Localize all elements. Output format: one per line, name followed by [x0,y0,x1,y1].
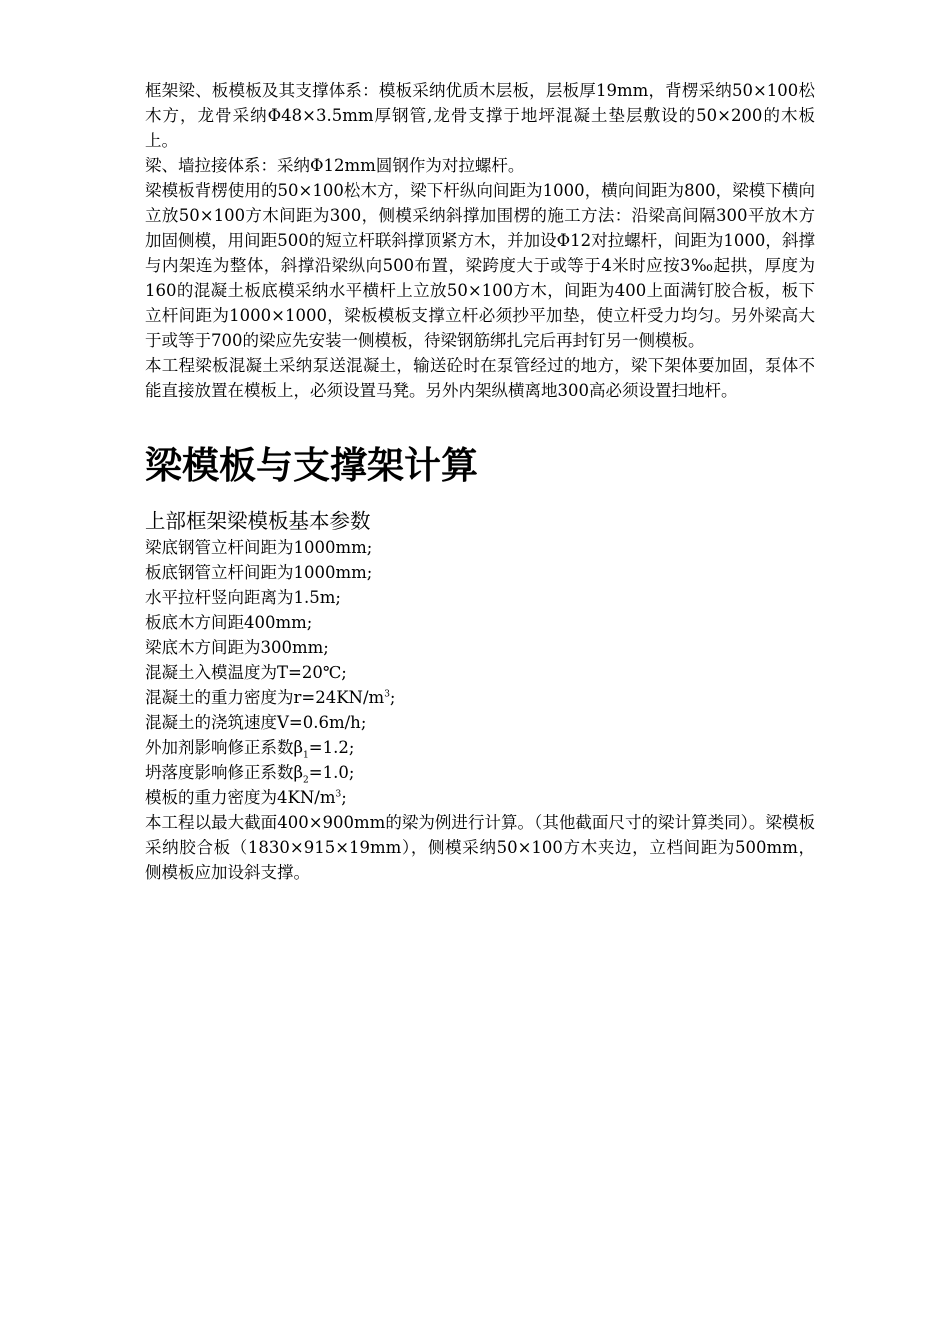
formwork-text: 模板的重力密度为4KN/m [145,788,336,807]
param-item: 混凝土的浇筑速度V=0.6m/h; [145,713,367,732]
document-page [145,78,815,885]
section-subheading: 上部框架梁模板基本参数 [145,509,371,533]
section-heading: 梁模板与支撑架计算 [145,444,478,487]
closing-paragraph: 本工程以最大截面400×900mm的梁为例进行计算。（其他截面尺寸的梁计算类同）。梁模板采纳胶合板（1830×915×19mm），侧模采纳50×100方木夹边，立档间距为500mm，侧模板应加设斜支撑。 [145,813,815,882]
param-item: 水平拉杆竖向距离为1.5m; [145,588,341,607]
param-item: 板底木方间距400mm; [145,613,313,632]
beta1-text: 外加剂影响修正系数β [145,738,304,757]
beta1-suffix: =1.2; [308,738,355,757]
param-item: 梁底钢管立杆间距为1000mm; [145,538,373,557]
beta1-subscript: 1 [303,750,309,761]
beta2-suffix: =1.0; [308,763,355,782]
beta2-text: 坍落度影响修正系数β [145,763,304,782]
param-item-formwork-density [145,785,815,810]
density-text: 混凝土的重力密度为r=24KN/m [145,688,385,707]
parameter-list [145,535,815,810]
param-item: 梁底木方间距为300mm; [145,638,329,657]
formwork-suffix: ; [341,788,347,807]
intro-paragraph-formwork: 框架梁、板模板及其支撑体系：模板采纳优质木层板，层板厚19mm，背楞采纳50×100松木方，龙骨采纳Φ48×3.5mm厚钢管,龙骨支撑于地坪混凝土垫层敷设的50×200的木板上。 [145,81,815,150]
density-exponent: 3 [384,689,390,700]
formwork-exponent: 3 [335,789,342,800]
param-item-beta2 [145,760,815,785]
density-suffix: ; [389,688,396,707]
beta2-subscript: 2 [303,775,309,786]
param-item-beta1 [145,735,815,760]
param-item: 板底钢管立杆间距为1000mm; [145,563,373,582]
intro-paragraph-tie-system: 梁、墙拉接体系：采纳Φ12mm圆钢作为对拉螺杆。 [145,156,525,175]
param-item: 混凝土入模温度为T=20℃; [145,663,347,682]
intro-paragraph-pumping: 本工程梁板混凝土采纳泵送混凝土，输送砼时在泵管经过的地方，梁下架体要加固，泵体不能直接放置在模板上，必须设置马凳。另外内架纵横离地300高必须设置扫地杆。 [145,356,815,400]
intro-paragraph-beam-formwork: 梁模板背楞使用的50×100松木方，梁下杆纵向间距为1000，横向间距为800，梁模下横向立放50×100方木间距为300，侧模采纳斜撑加围楞的施工方法：沿梁高间隔300平放木方加固侧模，用间距500的短立杆联斜撑顶紧方木，并加设Φ12对拉螺杆，间距为1000，斜撑与内架连为整体，斜撑沿梁纵向500布置，梁跨度大于或等于4米时应按3‰起拱，厚度为160的混凝土板底模采纳水平横杆上立放50×100方木，间距为400上面满钉胶合板，板下立杆间距为1000×1000，梁板模板支撑立杆必须抄平加垫，使立杆受力均匀。另外梁高大于或等于700的梁应先安装一侧模板，待梁钢筋绑扎完后再封钉另一侧模板。 [145,181,815,350]
param-item-density [145,685,815,710]
